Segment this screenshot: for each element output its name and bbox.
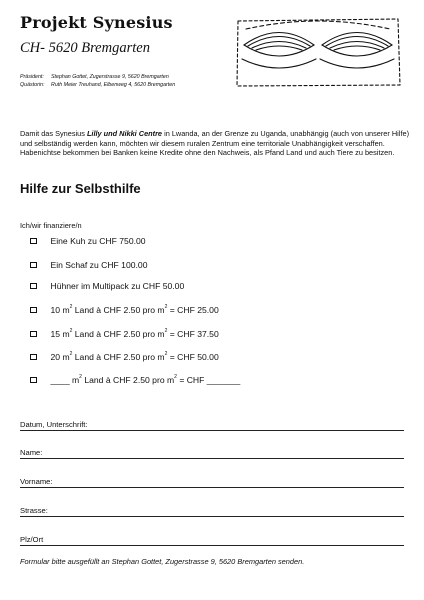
date-signature-field[interactable] (20, 418, 404, 431)
footer-note: Formular bitte ausgefüllt an Stephan Gottet, Zugerstrasse 9, 5620 Bremgarten senden. (20, 557, 305, 566)
field-label: Datum, Unterschrift: (20, 420, 88, 429)
option-land-20 (30, 352, 219, 362)
option-land-10 (30, 305, 219, 315)
section-lead: Ich/wir finanziere/n (20, 221, 82, 230)
officer-detail: Ruth Meier Treuhand, Elbenweg 4, 5620 Bremgarten (51, 81, 176, 88)
checkbox[interactable] (30, 307, 37, 314)
section-heading: Hilfe zur Selbsthilfe (20, 181, 141, 196)
option-label: Hühner im Multipack zu CHF 50.00 (50, 281, 185, 291)
officer-role: Quästorin: (20, 81, 45, 88)
intro-text: Damit das Synesius (20, 129, 87, 138)
checkbox[interactable] (30, 262, 37, 269)
option-label: 20 $m^2$ Land à CHF 2.50 pro $m^2$ = CHF 50.00 (50, 351, 219, 362)
field-label: Plz/Ort (20, 535, 44, 544)
org-title: Projekt Synesius (20, 13, 173, 32)
street-field[interactable] (20, 504, 404, 517)
option-label: ____ $m^2$ Land à CHF 2.50 pro $m^2$ = CHF _______ (50, 374, 241, 385)
eyes-sketch-icon (234, 15, 402, 89)
option-sheep (30, 260, 147, 270)
checkbox[interactable] (30, 331, 37, 338)
field-label: Name: (20, 448, 43, 457)
option-land-15 (30, 329, 219, 339)
field-label: Strasse: (20, 506, 48, 515)
zip-city-field[interactable] (20, 533, 404, 546)
officer-row (20, 82, 175, 90)
checkbox[interactable] (30, 354, 37, 361)
intro-paragraph (20, 129, 412, 158)
option-chickens (30, 281, 184, 291)
checkbox[interactable] (30, 238, 37, 245)
field-label: Vorname: (20, 477, 53, 486)
officer-row (20, 74, 175, 82)
option-land-custom (30, 375, 240, 385)
checkbox[interactable] (30, 377, 37, 384)
option-label: 15 $m^2$ Land à CHF 2.50 pro $m^2$ = CHF 37.50 (50, 328, 219, 339)
org-location: CH- 5620 Bremgarten (20, 40, 150, 56)
option-label: Ein Schaf zu CHF 100.00 (50, 260, 148, 270)
first-name-field[interactable] (20, 475, 404, 488)
option-label: Eine Kuh zu CHF 750.00 (50, 236, 146, 246)
checkbox[interactable] (30, 283, 37, 290)
officers-block (20, 74, 175, 89)
name-field[interactable] (20, 446, 404, 459)
officer-detail: Stephan Gottet, Zugerstrasse 9, 5620 Bremgarten (51, 74, 169, 80)
centre-name: Lilly und Nikki Centre (86, 129, 163, 138)
option-cow (30, 236, 146, 246)
option-label: 10 $m^2$ Land à CHF 2.50 pro $m^2$ = CHF 25.00 (50, 304, 219, 315)
intro-text: in Lwanda, an der Grenze zu Uganda, unabhängig (auch von unserer Hilfe) und selbständig werden kann, möchten wir diesem ruralen Zentrum eine territoriale Unabhängigkeit verschaffen. Habenichtse bekommen bei Banken keine Kredite ohne den Nachweis, als Pfand Land und auch Tiere zu besitzen. (20, 129, 410, 158)
officer-role: Präsident: (20, 74, 44, 80)
